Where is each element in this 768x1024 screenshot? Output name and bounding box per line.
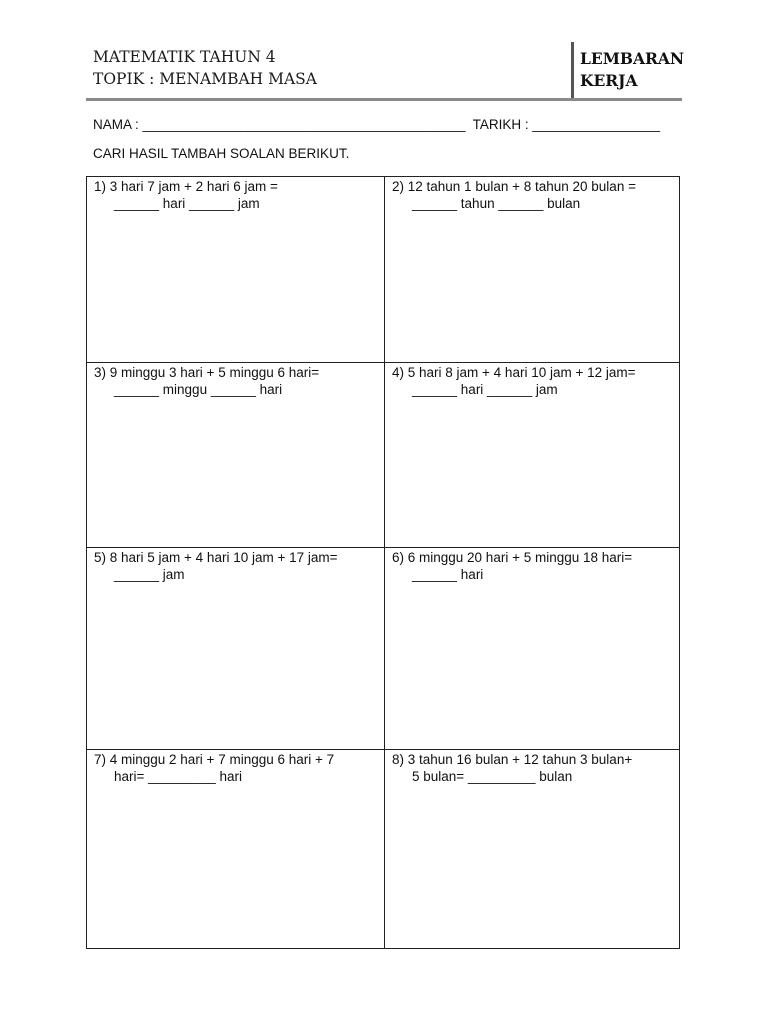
question-grid [86, 176, 680, 949]
answer-blank[interactable]: hari= _________ hari [114, 768, 242, 784]
answer-blank[interactable]: ______ hari ______ jam [412, 381, 558, 397]
question-text: 6) 6 minggu 20 hari + 5 minggu 18 hari= [392, 550, 633, 565]
worksheet-header [93, 46, 317, 90]
badge-line-2: KERJA [580, 71, 638, 90]
answer-blank[interactable]: 5 bulan= _________ bulan [412, 768, 573, 784]
header-divider [571, 42, 574, 98]
answer-blank[interactable]: ______ hari [412, 566, 484, 582]
question-text: 5) 8 hari 5 jam + 4 hari 10 jam + 17 jam= [94, 550, 338, 565]
question-cell-3[interactable] [87, 363, 384, 547]
question-cell-4[interactable] [385, 363, 681, 547]
question-cell-1[interactable] [87, 177, 384, 362]
question-cell-8[interactable] [385, 750, 681, 948]
subject-title: MATEMATIK TAHUN 4 [93, 48, 276, 66]
question-text: 3) 9 minggu 3 hari + 5 minggu 6 hari= [94, 365, 320, 380]
question-cell-2[interactable] [385, 177, 681, 362]
question-cell-6[interactable] [385, 548, 681, 749]
question-cell-5[interactable] [87, 548, 384, 749]
badge-line-1: LEMBARAN [580, 49, 685, 68]
question-cell-7[interactable] [87, 750, 384, 948]
answer-blank[interactable]: ______ tahun ______ bulan [412, 195, 581, 211]
question-text: 7) 4 minggu 2 hari + 7 minggu 6 hari + 7 [94, 752, 335, 767]
answer-blank[interactable]: ______ hari ______ jam [114, 195, 260, 211]
question-text: 4) 5 hari 8 jam + 4 hari 10 jam + 12 jam= [392, 365, 636, 380]
question-text: 8) 3 tahun 16 bulan + 12 tahun 3 bulan+ [392, 752, 633, 767]
question-text: 2) 12 tahun 1 bulan + 8 tahun 20 bulan = [392, 179, 636, 194]
answer-blank[interactable]: ______ minggu ______ hari [114, 381, 283, 397]
name-date-field[interactable]: NAMA : ___________________________________________ TARIKH : _________________ [93, 117, 661, 132]
worksheet-badge [580, 48, 684, 92]
question-text: 1) 3 hari 7 jam + 2 hari 6 jam = [94, 179, 278, 194]
instruction-text: CARI HASIL TAMBAH SOALAN BERIKUT. [93, 146, 350, 161]
topic-title: TOPIK : MENAMBAH MASA [93, 70, 317, 88]
header-rule [86, 98, 682, 101]
answer-blank[interactable]: ______ jam [114, 566, 185, 582]
